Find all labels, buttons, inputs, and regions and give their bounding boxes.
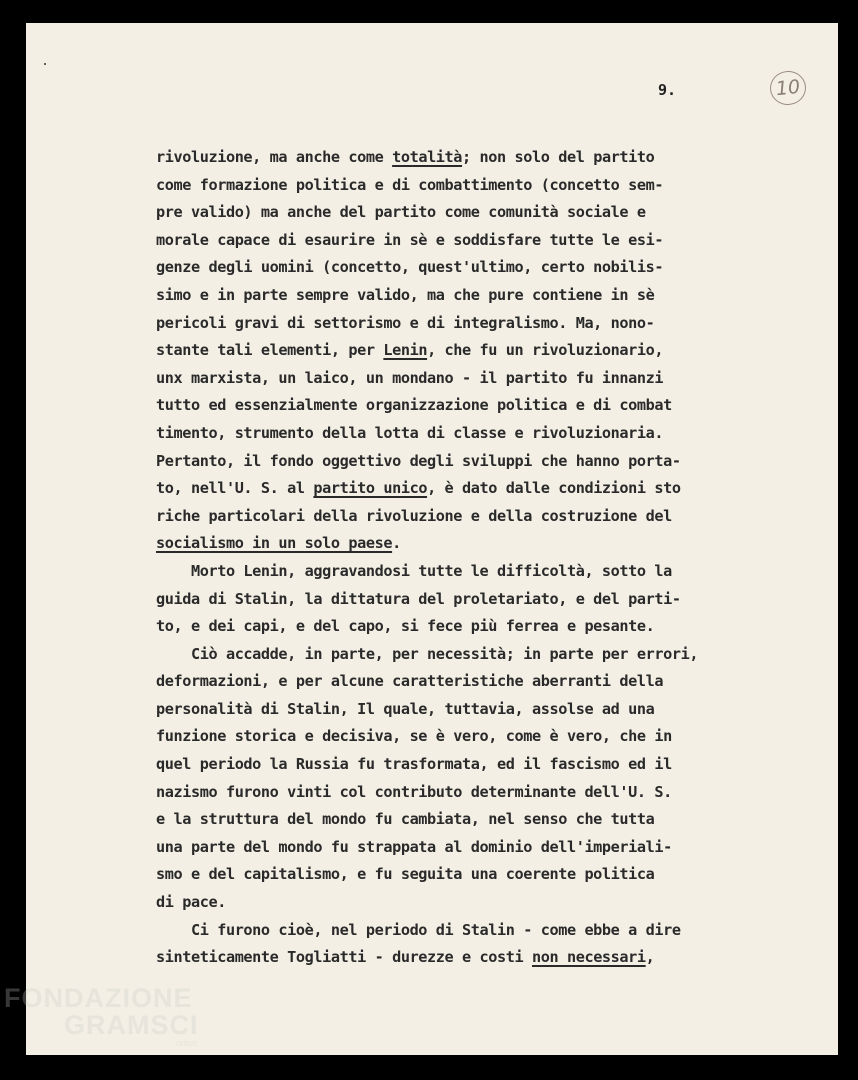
- underlined-text: Lenin: [383, 341, 428, 360]
- text-line: [156, 503, 756, 531]
- text-line: [156, 917, 756, 945]
- text-segment: , che fu un rivoluzionario,: [427, 341, 664, 360]
- text-segment: Pertanto, il fondo oggettivo degli sviluppi che hanno porta-: [156, 451, 681, 470]
- underlined-text: non necessari: [531, 948, 646, 967]
- text-line: [156, 641, 756, 669]
- text-segment: come formazione politica e di combattimento (concetto sem-: [156, 175, 664, 194]
- text-segment: pericoli gravi di settorismo e di integralismo. Ma, nono-: [156, 313, 655, 332]
- text-line: [156, 751, 756, 779]
- text-line: [156, 392, 756, 420]
- text-line: [156, 889, 756, 917]
- watermark-line-3: onlus: [176, 1038, 198, 1048]
- text-line: [156, 310, 756, 338]
- typewritten-text: [156, 144, 756, 972]
- text-line: [156, 861, 756, 889]
- text-line: [156, 779, 756, 807]
- text-line: [156, 834, 756, 862]
- text-line: [156, 723, 756, 751]
- text-segment: Ciò accadde, in parte, per necessità; in parte per errori,: [156, 644, 699, 663]
- text-line: [156, 365, 756, 393]
- watermark-logo: [4, 985, 199, 1048]
- text-segment: nazismo furono vinti col contributo determinante dell'U. S.: [156, 782, 672, 801]
- text-line: [156, 227, 756, 255]
- text-segment: funzione storica e decisiva, se è vero, come è vero, che in: [156, 727, 672, 746]
- text-segment: smo e del capitalismo, e fu seguita una coerente politica: [156, 865, 655, 884]
- watermark-line-1: FONDAZIONE: [4, 983, 193, 1013]
- text-segment: .: [392, 534, 401, 553]
- text-segment: Morto Lenin, aggravandosi tutte le difficoltà, sotto la: [156, 561, 672, 580]
- text-segment: personalità di Stalin, Il quale, tuttavia, assolse ad una: [156, 699, 655, 718]
- text-segment: ,: [645, 948, 655, 967]
- text-line: [156, 144, 756, 172]
- text-segment: , è dato dalle condizioni sto: [427, 479, 681, 498]
- text-segment: morale capace di esaurire in sè e soddisfare tutte le esi-: [156, 230, 664, 249]
- text-line: [156, 806, 756, 834]
- text-line: [156, 558, 756, 586]
- text-line: [156, 613, 756, 641]
- text-segment: deformazioni, e per alcune caratteristiche aberranti della: [156, 672, 664, 691]
- folio-number: 10: [768, 69, 807, 107]
- underlined-text: socialismo in un solo paese: [156, 534, 393, 553]
- text-segment: to, e dei capi, e del capo, si fece più ferrea e pesante.: [156, 617, 655, 636]
- text-line: [156, 337, 756, 365]
- text-segment: di pace.: [156, 893, 226, 912]
- text-segment: guida di Stalin, la dittatura del proletariato, e del parti-: [156, 589, 681, 608]
- text-segment: rivoluzione, ma anche come: [156, 148, 393, 166]
- text-segment: timento, strumento della lotta di classe e rivoluzionaria.: [156, 423, 664, 442]
- text-segment: una parte del mondo fu strappata al dominio dell'imperiali-: [156, 837, 672, 856]
- text-segment: stante tali elementi, per: [156, 341, 384, 360]
- text-line: [156, 696, 756, 724]
- text-segment: tutto ed essenzialmente organizzazione politica e di combat: [156, 396, 672, 415]
- text-segment: ; non solo del partito: [462, 148, 655, 166]
- text-line: [156, 530, 756, 558]
- text-line: [156, 420, 756, 448]
- text-line: [156, 944, 756, 972]
- text-segment: pre valido) ma anche del partito come comunità sociale e: [156, 203, 646, 222]
- text-line: [156, 172, 756, 200]
- text-segment: simo e in parte sempre valido, ma che pure contiene in sè: [156, 285, 655, 304]
- text-line: [156, 586, 756, 614]
- text-segment: Ci furono cioè, nel periodo di Stalin - come ebbe a dire: [156, 920, 681, 939]
- text-segment: sinteticamente Togliatti - durezze e costi: [156, 948, 532, 967]
- watermark-line-2: GRAMSCI: [64, 1010, 199, 1040]
- text-segment: e la struttura del mondo fu cambiata, nel senso che tutta: [156, 810, 655, 829]
- text-segment: genze degli uomini (concetto, quest'ultimo, certo nobilis-: [156, 258, 664, 277]
- text-line: [156, 199, 756, 227]
- text-line: [156, 282, 756, 310]
- text-line: [156, 448, 756, 476]
- text-segment: riche particolari della rivoluzione e della costruzione del: [156, 506, 672, 525]
- text-line: [156, 475, 756, 503]
- page-number: 9.: [658, 81, 677, 99]
- text-line: [156, 668, 756, 696]
- text-segment: to, nell'U. S. al: [156, 479, 314, 498]
- underlined-text: partito unico: [313, 479, 428, 498]
- text-line: [156, 254, 756, 282]
- text-segment: quel periodo la Russia fu trasformata, ed il fascismo ed il: [156, 755, 672, 774]
- document-page: [26, 23, 838, 1055]
- text-segment: unx marxista, un laico, un mondano - il partito fu innanzi: [156, 368, 664, 387]
- paper-speck: [44, 63, 46, 65]
- underlined-text: totalità: [392, 148, 463, 166]
